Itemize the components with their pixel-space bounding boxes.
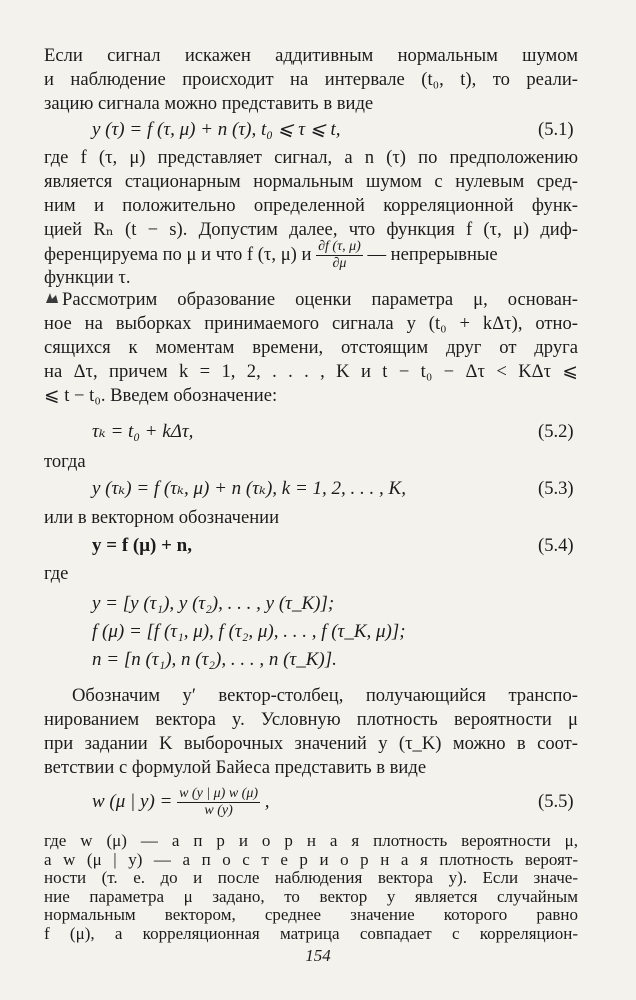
- text-line: ветствии с формулой Байеса представить в виде: [44, 757, 427, 778]
- text-line: и наблюдение происходит на интервале (t₀, t), то реали-: [44, 69, 578, 90]
- fraction-denominator: ∂μ: [332, 256, 347, 272]
- equation-number: (5.3): [538, 478, 574, 499]
- text-line: Рассмотрим образование оценки параметра μ, основан-: [62, 289, 578, 310]
- text-line: на Δτ, причем k = 1, 2, . . . , K и t − t₀ − Δτ < KΔτ ⩽: [44, 361, 578, 382]
- equation-tail: ,: [264, 791, 270, 812]
- text-line: нормальным вектором, среднее значение которого равно: [44, 905, 578, 924]
- text-line: где: [44, 563, 69, 584]
- fraction-numerator: ∂f (τ, μ): [318, 239, 361, 255]
- equation-5-2: τₖ = t₀ + kΔτ,: [92, 421, 194, 442]
- pencil-mark-icon: [44, 289, 60, 305]
- text-span: — непрерывные: [367, 244, 498, 265]
- equation-5-1: y (τ) = f (τ, μ) + n (τ), t₀ ⩽ τ ⩽ t,: [92, 119, 341, 140]
- text-line: функции τ.: [44, 267, 131, 288]
- text-line: Обозначим y′ вектор-столбец, получающийся транспо-: [72, 685, 578, 706]
- equation-number: (5.2): [538, 421, 574, 442]
- text-line: ним и положительно определенной корреляционной функ-: [44, 195, 578, 216]
- text-line: или в векторном обозначении: [44, 507, 280, 528]
- text-line: где w (μ) — а п р и о р н а я плотность вероятности μ,: [44, 831, 578, 850]
- equation-number: (5.1): [538, 119, 574, 140]
- equation-lhs: w (μ | y) =: [92, 791, 173, 812]
- text-line: где f (τ, μ) представляет сигнал, а n (τ) по предположению: [44, 147, 578, 168]
- bayes-fraction: [177, 786, 260, 819]
- equation-5-3: y (τₖ) = f (τₖ, μ) + n (τₖ), k = 1, 2, . . . , K,: [92, 478, 406, 499]
- text-span: ференцируема по μ и что f (τ, μ) и: [44, 244, 312, 265]
- text-line: тогда: [44, 451, 86, 472]
- text-line: а w (μ | y) — а п о с т е р и о р н а я плотность вероят-: [44, 849, 578, 869]
- fraction-numerator: w (y | μ) w (μ): [179, 786, 259, 802]
- text-line: цией Rₙ (t − s). Допустим далее, что функция f (τ, μ) диф-: [44, 219, 578, 240]
- equation-number: (5.4): [538, 535, 574, 556]
- text-line: зацию сигнала можно представить в виде: [44, 93, 374, 114]
- equation-number: (5.5): [538, 791, 574, 812]
- text-line: ⩽ t − t₀. Введем обозначение:: [44, 385, 278, 406]
- text-line: сящихся к моментам времени, отстоящим друг от друга: [44, 337, 578, 358]
- text-line: ние параметра μ задано, то вектор y является случайным: [44, 886, 578, 906]
- text-line: f (μ), а корреляционная матрица совпадает с корреляцион-: [44, 923, 578, 943]
- vector-definition-f: f (μ) = [f (τ₁, μ), f (τ₂, μ), . . . , f (τ_K, μ)];: [92, 621, 406, 642]
- text-line: при задании K выборочных значений y (τ_K) можно в соот-: [44, 733, 578, 754]
- text-line: является стационарным нормальным шумом с нулевым сред-: [44, 171, 578, 192]
- text-line: Если сигнал искажен аддитивным нормальным шумом: [44, 45, 578, 66]
- equation-5-5: [92, 780, 270, 824]
- text-line: ное на выборках принимаемого сигнала y (t₀ + kΔτ), отно-: [44, 313, 578, 334]
- vector-definition-y: y = [y (τ₁), y (τ₂), . . . , y (τ_K)];: [92, 593, 335, 614]
- text-line: ности (т. е. до и после наблюдения вектора y). Если значе-: [44, 868, 578, 887]
- fraction-denominator: w (y): [204, 803, 233, 819]
- vector-definition-n: n = [n (τ₁), n (τ₂), . . . , n (τ_K)].: [92, 649, 337, 670]
- page-number: 154: [305, 946, 331, 965]
- text-line: нированием вектора y. Условную плотность вероятности μ: [44, 709, 578, 730]
- equation-5-4: y = f (μ) + n,: [92, 535, 192, 556]
